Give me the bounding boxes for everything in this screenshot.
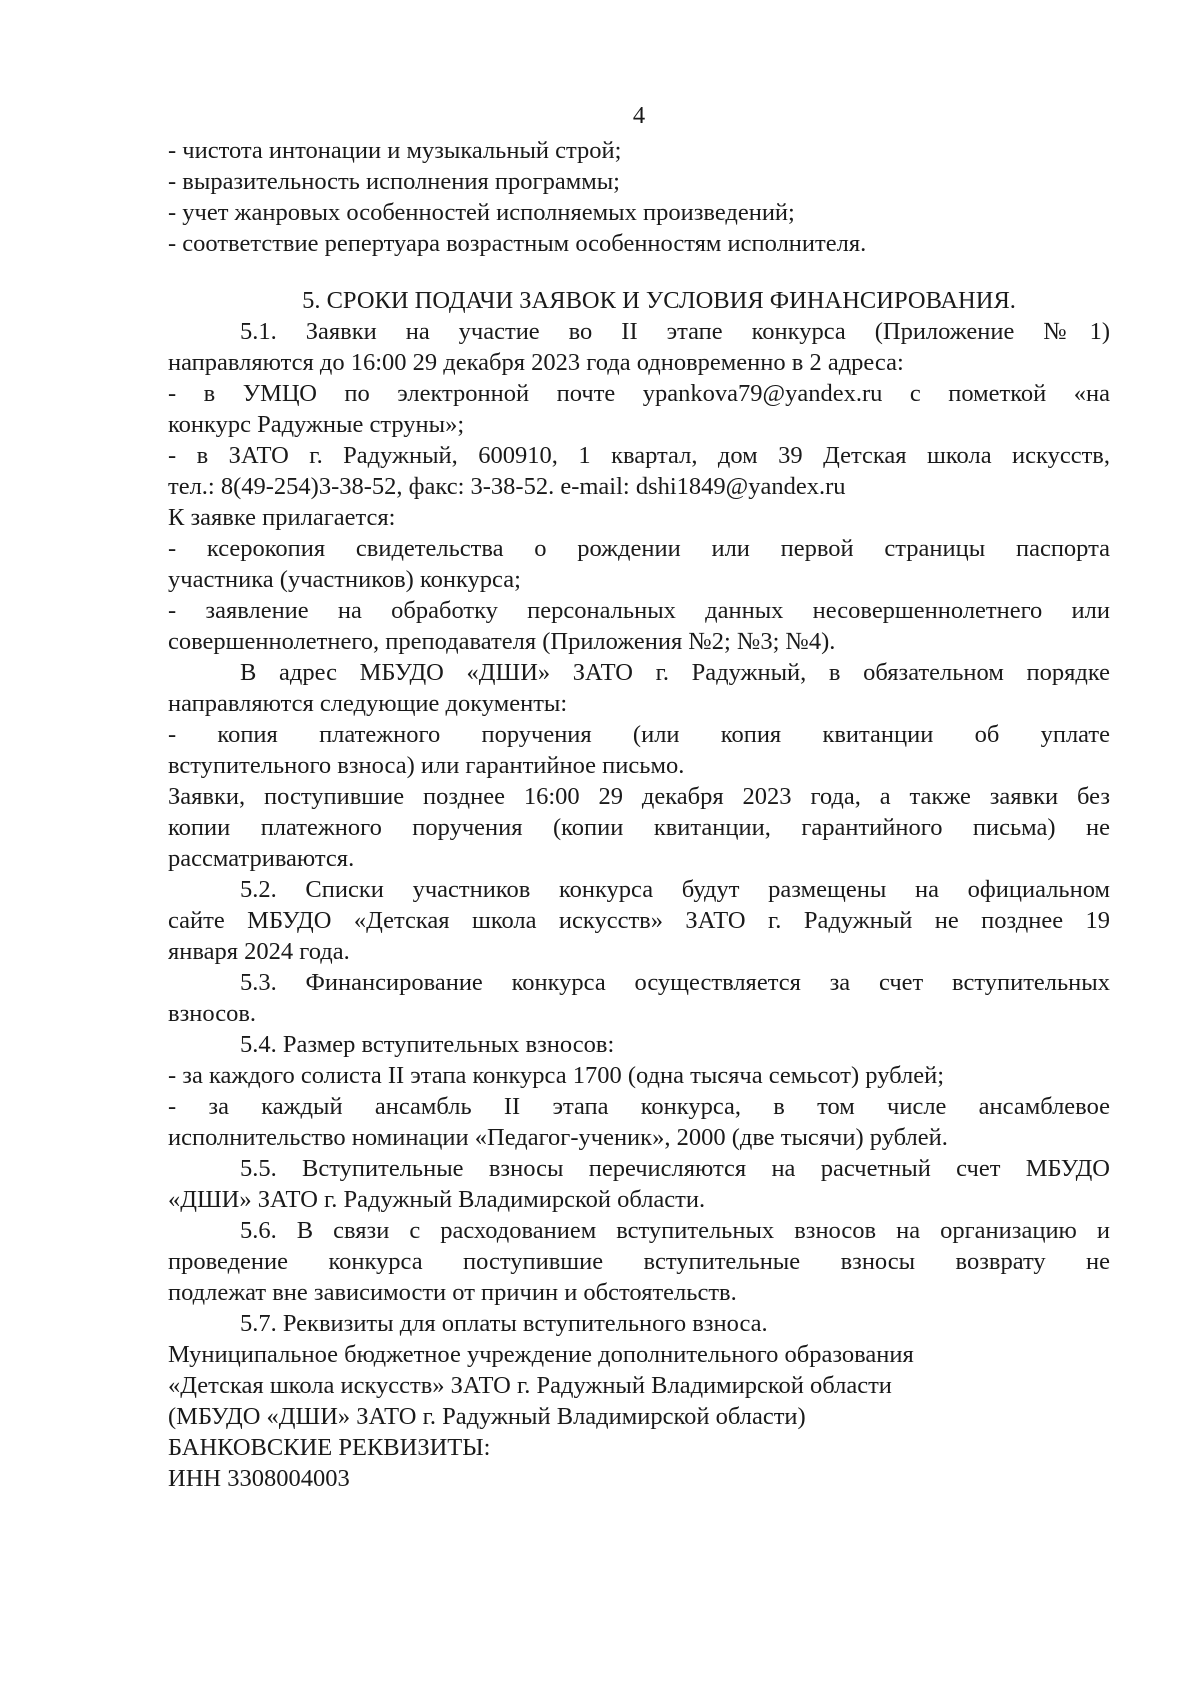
paragraph-line: 5.3. Финансирование конкурса осуществляется за счет вступительных: [240, 969, 1110, 996]
criteria-item: - выразительность исполнения программы;: [168, 168, 620, 195]
paragraph-line: проведение конкурса поступившие вступительные взносы возврату не: [168, 1248, 1110, 1275]
paragraph-line: января 2024 года.: [168, 938, 350, 965]
paragraph-line: 5.6. В связи с расходованием вступительных взносов на организацию и: [240, 1217, 1110, 1244]
paragraph-line: - копия платежного поручения (или копия квитанции об уплате: [168, 721, 1110, 748]
section-title: 5. СРОКИ ПОДАЧИ ЗАЯВОК И УСЛОВИЯ ФИНАНСИРОВАНИЯ.: [302, 287, 1016, 314]
paragraph-line: (МБУДО «ДШИ» ЗАТО г. Радужный Владимирской области): [168, 1403, 806, 1430]
paragraph-line: «ДШИ» ЗАТО г. Радужный Владимирской области.: [168, 1186, 706, 1213]
paragraph-line: участника (участников) конкурса;: [168, 566, 521, 593]
paragraph-line: 5.4. Размер вступительных взносов:: [240, 1031, 615, 1058]
paragraph-line: вступительного взноса) или гарантийное письмо.: [168, 752, 685, 779]
paragraph-line: сайте МБУДО «Детская школа искусств» ЗАТО г. Радужный не позднее 19: [168, 907, 1110, 934]
paragraph-line: Заявки, поступившие позднее 16:00 29 декабря 2023 года, а также заявки без: [168, 783, 1110, 810]
paragraph-line: 5.2. Списки участников конкурса будут размещены на официальном: [240, 876, 1110, 903]
paragraph-line: ИНН 3308004003: [168, 1465, 350, 1492]
paragraph-line: В адрес МБУДО «ДШИ» ЗАТО г. Радужный, в обязательном порядке: [240, 659, 1110, 686]
paragraph-line: К заявке прилагается:: [168, 504, 396, 531]
paragraph-line: - за каждый ансамбль II этапа конкурса, в том числе ансамблевое: [168, 1093, 1110, 1120]
criteria-item: - чистота интонации и музыкальный строй;: [168, 137, 622, 164]
criteria-item: - учет жанровых особенностей исполняемых произведений;: [168, 199, 795, 226]
paragraph-line: Муниципальное бюджетное учреждение дополнительного образования: [168, 1341, 914, 1368]
paragraph-line: направляются до 16:00 29 декабря 2023 года одновременно в 2 адреса:: [168, 349, 904, 376]
paragraph-line: направляются следующие документы:: [168, 690, 568, 717]
paragraph-line: 5.5. Вступительные взносы перечисляются на расчетный счет МБУДО: [240, 1155, 1110, 1182]
criteria-item: - соответствие репертуара возрастным особенностям исполнителя.: [168, 230, 867, 257]
paragraph-line: - заявление на обработку персональных данных несовершеннолетнего или: [168, 597, 1110, 624]
paragraph-line: взносов.: [168, 1000, 257, 1027]
paragraph-line: - за каждого солиста II этапа конкурса 1700 (одна тысяча семьсот) рублей;: [168, 1062, 944, 1089]
paragraph-line: совершеннолетнего, преподавателя (Приложения №2; №3; №4).: [168, 628, 836, 655]
paragraph-line: подлежат вне зависимости от причин и обстоятельств.: [168, 1279, 737, 1306]
paragraph-line: тел.: 8(49-254)3-38-52, факс: 3-38-52. e-mail: dshi1849@yandex.ru: [168, 473, 846, 500]
paragraph-line: исполнительство номинации «Педагог-ученик», 2000 (две тысячи) рублей.: [168, 1124, 948, 1151]
paragraph-line: копии платежного поручения (копии квитанции, гарантийного письма) не: [168, 814, 1110, 841]
paragraph-line: - ксерокопия свидетельства о рождении или первой страницы паспорта: [168, 535, 1110, 562]
paragraph-line: БАНКОВСКИЕ РЕКВИЗИТЫ:: [168, 1434, 491, 1461]
paragraph-line: «Детская школа искусств» ЗАТО г. Радужный Владимирской области: [168, 1372, 892, 1399]
paragraph-line: 5.1. Заявки на участие во II этапе конкурса (Приложение №1): [240, 318, 1110, 345]
page-number: 4: [632, 102, 646, 129]
paragraph-line: конкурс Радужные струны»;: [168, 411, 465, 438]
paragraph-line: - в ЗАТО г. Радужный, 600910, 1 квартал, дом 39 Детская школа искусств,: [168, 442, 1110, 469]
paragraph-line: рассматриваются.: [168, 845, 355, 872]
section-body: [168, 316, 1110, 1494]
criteria-list: [168, 135, 1110, 259]
paragraph-line: - в УМЦО по электронной почте ypankova79@yandex.ru с пометкой «на: [168, 380, 1110, 407]
paragraph-line: 5.7. Реквизиты для оплаты вступительного взноса.: [240, 1310, 768, 1337]
document-page: [168, 100, 1110, 1494]
